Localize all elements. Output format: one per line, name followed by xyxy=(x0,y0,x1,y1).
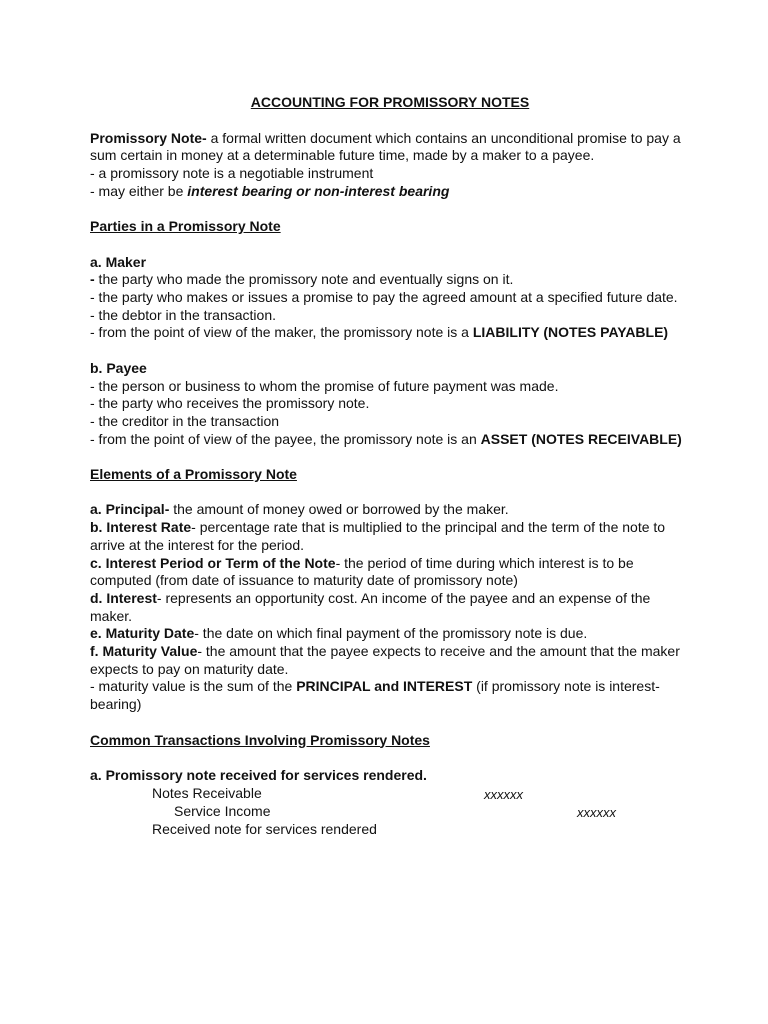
definition-paragraph xyxy=(90,130,690,165)
element-term: b. Interest Rate xyxy=(90,519,192,536)
maturity-note-bold: PRINCIPAL and INTEREST xyxy=(296,678,473,695)
maker-line-4-text: - from the point of view of the maker, the promissory note is a xyxy=(90,324,473,341)
payee-asset: ASSET (NOTES RECEIVABLE) xyxy=(480,430,682,447)
payee-line-4-text: - from the point of view of the payee, the promissory note is an xyxy=(90,430,481,447)
maker-liability: LIABILITY (NOTES PAYABLE) xyxy=(472,324,669,341)
element-item xyxy=(90,501,690,519)
element-item xyxy=(90,519,690,554)
maturity-note-suffix: (if promissory note is interest-bearing) xyxy=(90,678,660,713)
maker-line-1-text: the party who made the promissory note and eventually signs on it. xyxy=(94,271,514,288)
payee-label: b. Payee xyxy=(90,359,147,376)
maker-line-2: - the party who makes or issues a promise to pay the agreed amount at a specified future date. xyxy=(90,289,678,305)
definition-bullet-prefix: - may either be xyxy=(90,182,188,199)
journal-entry xyxy=(90,785,690,838)
transaction-a-label: a. Promissory note received for services rendered. xyxy=(90,766,427,783)
maturity-note-prefix: - maturity value is the sum of the xyxy=(90,678,297,695)
element-text: the amount of money owed or borrowed by the maker. xyxy=(169,501,509,518)
element-term: f. Maturity Value xyxy=(90,643,198,660)
element-term: a. Principal- xyxy=(90,501,170,518)
definition-text: a formal written document which contains an unconditional promise to pay a sum certain in money at a determinable future time, made by a maker to a payee. xyxy=(90,129,681,164)
credit-amount: xxxxxx xyxy=(577,804,616,820)
element-item xyxy=(90,590,690,625)
journal-explanation: Received note for services rendered xyxy=(152,820,377,837)
definition-term: Promissory Note- xyxy=(90,129,207,146)
definition-bullet-interest xyxy=(90,183,690,201)
element-term: d. Interest xyxy=(90,589,157,606)
parties-heading: Parties in a Promissory Note xyxy=(90,218,281,235)
element-text: - the amount that the payee expects to receive and the amount that the maker expects to pay on maturity date. xyxy=(90,643,680,677)
definition-bullet-negotiable: - a promissory note is a negotiable instrument xyxy=(90,165,374,182)
element-item xyxy=(90,625,690,643)
element-term: e. Maturity Date xyxy=(90,625,195,642)
debit-account: Notes Receivable xyxy=(152,784,262,801)
definition-bullet-emphasis: interest bearing or non-interest bearing xyxy=(187,182,450,199)
debit-amount: xxxxxx xyxy=(484,786,523,802)
maker-line-1 xyxy=(90,271,690,289)
transactions-heading: Common Transactions Involving Promissory Notes xyxy=(90,731,430,748)
document-page xyxy=(90,94,690,838)
element-text: - percentage rate that is multiplied to the principal and the term of the note to arrive at the interest for the period. xyxy=(90,519,666,553)
element-text: - the period of time during which interest is to be computed (from date of issuance to maturity date of promissory note) xyxy=(90,554,634,589)
payee-line-4 xyxy=(90,431,690,449)
maker-dash: - xyxy=(90,271,95,288)
maker-line-4 xyxy=(90,324,690,342)
element-text: - the date on which final payment of the promissory note is due. xyxy=(194,625,588,642)
payee-line-3: - the creditor in the transaction xyxy=(90,412,280,429)
payee-line-1: - the person or business to whom the promise of future payment was made. xyxy=(90,377,559,394)
element-item xyxy=(90,643,690,678)
element-term: c. Interest Period or Term of the Note xyxy=(90,554,336,571)
element-item xyxy=(90,555,690,590)
maturity-value-note xyxy=(90,678,690,713)
elements-heading: Elements of a Promissory Note xyxy=(90,466,297,482)
maker-line-3: - the debtor in the transaction. xyxy=(90,306,276,323)
payee-line-2: - the party who receives the promissory note. xyxy=(90,395,370,412)
element-text: - represents an opportunity cost. An income of the payee and an expense of the maker. xyxy=(90,589,651,624)
maker-label: a. Maker xyxy=(90,253,147,270)
document-title: ACCOUNTING FOR PROMISSORY NOTES xyxy=(250,94,530,110)
credit-account: Service Income xyxy=(174,802,271,819)
